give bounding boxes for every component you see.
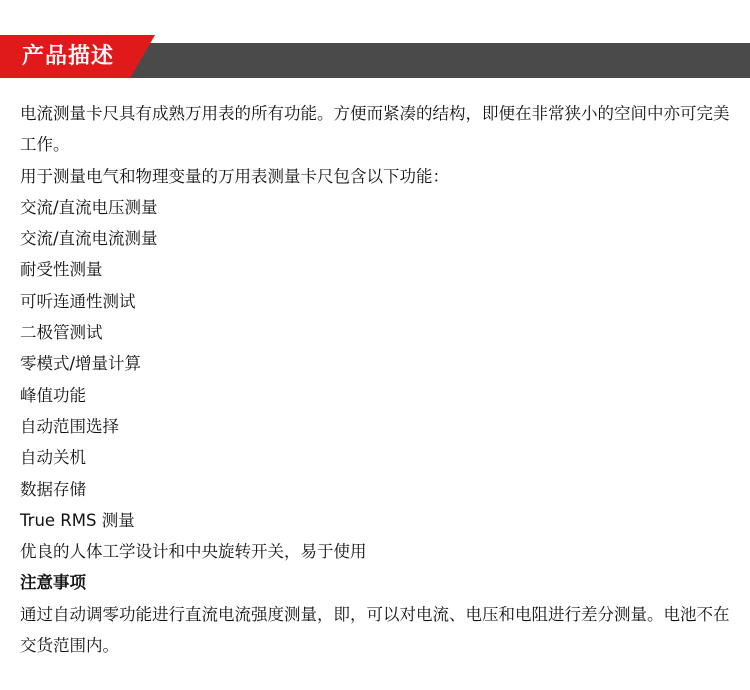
feature-item: True RMS 测量 <box>20 510 135 530</box>
features-intro: 用于测量电气和物理变量的万用表测量卡尺包含以下功能： <box>20 166 449 186</box>
feature-item: 峰值功能 <box>20 385 86 405</box>
section-title: 产品描述 <box>22 44 115 69</box>
feature-item: 自动关机 <box>20 448 86 468</box>
feature-item: 可听连通性测试 <box>20 291 136 311</box>
feature-item: 优良的人体工学设计和中央旋转开关，易于使用 <box>20 542 367 562</box>
feature-item: 交流/直流电压测量 <box>20 197 158 217</box>
product-description <box>20 98 732 661</box>
notes-paragraph: 通过自动调零功能进行直流电流强度测量，即，可以对电流、电压和电阻进行差分测量。电池不在交货范围内。 <box>20 604 730 656</box>
feature-item: 交流/直流电流测量 <box>20 229 158 249</box>
feature-item: 二极管测试 <box>20 323 103 343</box>
feature-item: 自动范围选择 <box>20 416 119 436</box>
intro-paragraph: 电流测量卡尺具有成熟万用表的所有功能。方便而紧凑的结构，即便在非常狭小的空间中亦可完美工作。 <box>20 104 730 155</box>
section-header <box>0 35 750 78</box>
feature-item: 耐受性测量 <box>20 260 103 280</box>
notes-heading: 注意事项 <box>20 573 86 593</box>
feature-item: 数据存储 <box>20 479 86 499</box>
feature-item: 零模式/增量计算 <box>20 354 142 374</box>
